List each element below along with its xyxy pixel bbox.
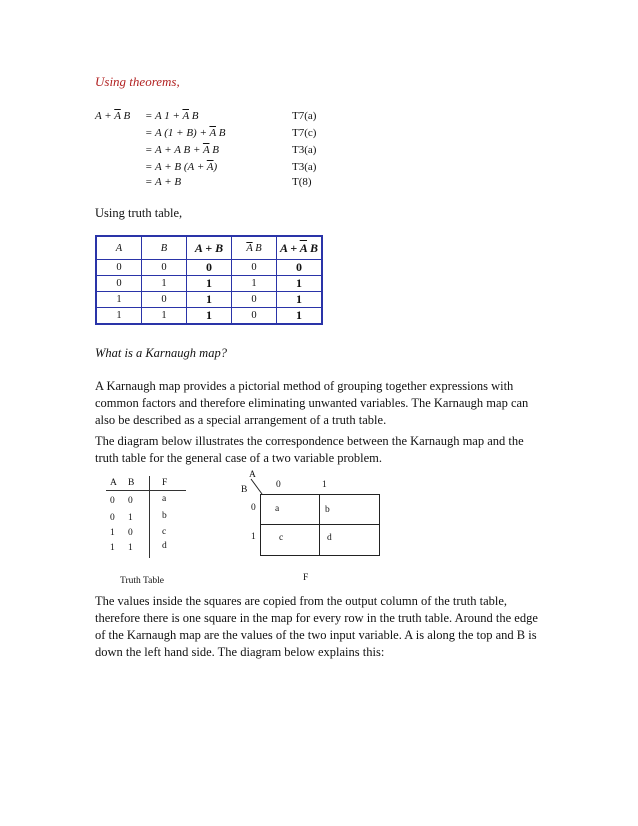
cell: 1 [187, 276, 232, 292]
derivation-lhs [95, 110, 130, 122]
step-2-bar: $\overline{A}$ [209, 127, 216, 139]
heading-theorems: Using theorems, [95, 74, 180, 89]
step-1-pre: = A 1 + [145, 110, 183, 122]
cell: 1 [142, 308, 187, 325]
cell: 1 [96, 308, 142, 325]
cell: 1 [232, 276, 277, 292]
small-cell: a [162, 494, 167, 504]
derivation-ref-4: T3(a) [292, 161, 317, 173]
small-cell: b [162, 511, 167, 521]
small-table-header-f: F [162, 478, 168, 488]
step-3-pre: = A + A B + [145, 144, 203, 156]
kmap-col-0: 0 [276, 480, 281, 490]
kmap-cell-d: d [327, 533, 332, 543]
cell: 1 [142, 276, 187, 292]
lhs-a-bar: $\overline{A}$ [114, 110, 121, 122]
derivation-ref-5: T(8) [292, 176, 312, 188]
th-b: B [142, 236, 187, 260]
kmap-row-0: 0 [251, 503, 256, 513]
para-kmap-intro: A Karnaugh map provides a pictorial method of grouping together expressions with common factors and therefore eliminating unwanted variables. The Karnaugh map can also be described as a special arrangement of a truth table. [95, 379, 529, 427]
cell: 0 [232, 292, 277, 308]
kmap-question: What is a Karnaugh map? [95, 346, 227, 360]
derivation-step-5 [145, 176, 181, 188]
heading-truth-table: Using truth table, [95, 206, 183, 220]
step-3-bar: $\overline{A}$ [202, 144, 210, 156]
th-a-or-b: A + B [187, 236, 232, 260]
lhs-a: A + [95, 110, 115, 122]
step-2-pre: = A (1 + B) + [145, 127, 210, 139]
cell: 1 [96, 292, 142, 308]
small-table-caption: Truth Table [120, 576, 164, 586]
kmap-caption: F [303, 573, 309, 583]
step-3-post: B [209, 144, 219, 156]
cell: 1 [187, 308, 232, 325]
small-cell: 0 [110, 513, 115, 523]
kmap-row-1: 1 [251, 532, 256, 542]
th-a: A [96, 236, 142, 260]
small-cell: 0 [128, 496, 133, 506]
cell: 1 [187, 292, 232, 308]
step-4-post: ) [213, 161, 218, 173]
cell: 1 [277, 308, 323, 325]
small-cell: 1 [128, 513, 133, 523]
cell: 0 [232, 260, 277, 276]
lhs-b: B [120, 110, 131, 122]
small-cell: 1 [128, 543, 133, 553]
small-table-header-b: B [128, 478, 135, 488]
step-4-bar: $\overline{A}$ [206, 161, 214, 173]
kmap-cell-a: a [275, 504, 280, 514]
cell: 0 [277, 260, 323, 276]
kmap-grid-hline [261, 524, 379, 525]
small-table-vline [149, 476, 150, 558]
step-4-pre: = A + B (A + [145, 161, 207, 173]
truth-table-header-row [96, 236, 322, 260]
th-a-or-abar-b: $A + \overline{A}$ B [277, 236, 323, 260]
small-table-hline [106, 490, 186, 491]
small-table-header-a: A [110, 478, 117, 488]
kmap-label-b: B [241, 485, 248, 495]
derivation-ref-3: T3(a) [292, 144, 317, 156]
small-cell: 0 [128, 528, 133, 538]
cell: 0 [232, 308, 277, 325]
cell: 0 [187, 260, 232, 276]
th-abar-b: $\overline{A}$ B [232, 236, 277, 260]
table-row [96, 308, 322, 325]
derivation-step-1 [145, 110, 198, 122]
derivation-ref-2: T7(c) [292, 127, 317, 139]
step-5-pre: = A + B [145, 176, 182, 188]
table-row [96, 260, 322, 276]
derivation-step-3 [145, 144, 219, 156]
cell: 0 [96, 260, 142, 276]
table-row [96, 292, 322, 308]
para-kmap-explanation: The values inside the squares are copied from the output column of the truth table, therefore there is one square in the map for every row in the truth table. Around the edge of the Karnaugh map are the values of the two input variable. A is along the top and B is down the left hand side. The diagram below explains this: [95, 594, 538, 659]
para-diagram-intro: The diagram below illustrates the correspondence between the Karnaugh map and the truth table for the general case of a two variable problem. [95, 434, 524, 465]
cell: 0 [142, 292, 187, 308]
cell: 1 [277, 292, 323, 308]
kmap-grid [260, 494, 380, 556]
truth-table [95, 235, 323, 325]
small-cell: 1 [110, 528, 115, 538]
cell: 1 [277, 276, 323, 292]
kmap-cell-c: c [279, 533, 284, 543]
kmap-label-a: A [249, 470, 256, 480]
small-cell: 0 [110, 496, 115, 506]
kmap-cell-b: b [325, 505, 330, 515]
step-1-post: B [189, 110, 199, 122]
derivation-step-4 [145, 161, 217, 173]
cell: 0 [142, 260, 187, 276]
derivation-step-2 [145, 127, 225, 139]
small-cell: 1 [110, 543, 115, 553]
cell: 0 [96, 276, 142, 292]
small-cell: d [162, 541, 167, 551]
step-1-bar: $\overline{A}$ [182, 110, 189, 122]
kmap-col-1: 1 [322, 480, 327, 490]
kmap-grid-vline [319, 495, 320, 555]
small-cell: c [162, 527, 167, 537]
table-row [96, 276, 322, 292]
derivation-ref-1: T7(a) [292, 110, 317, 122]
step-2-post: B [215, 127, 226, 139]
